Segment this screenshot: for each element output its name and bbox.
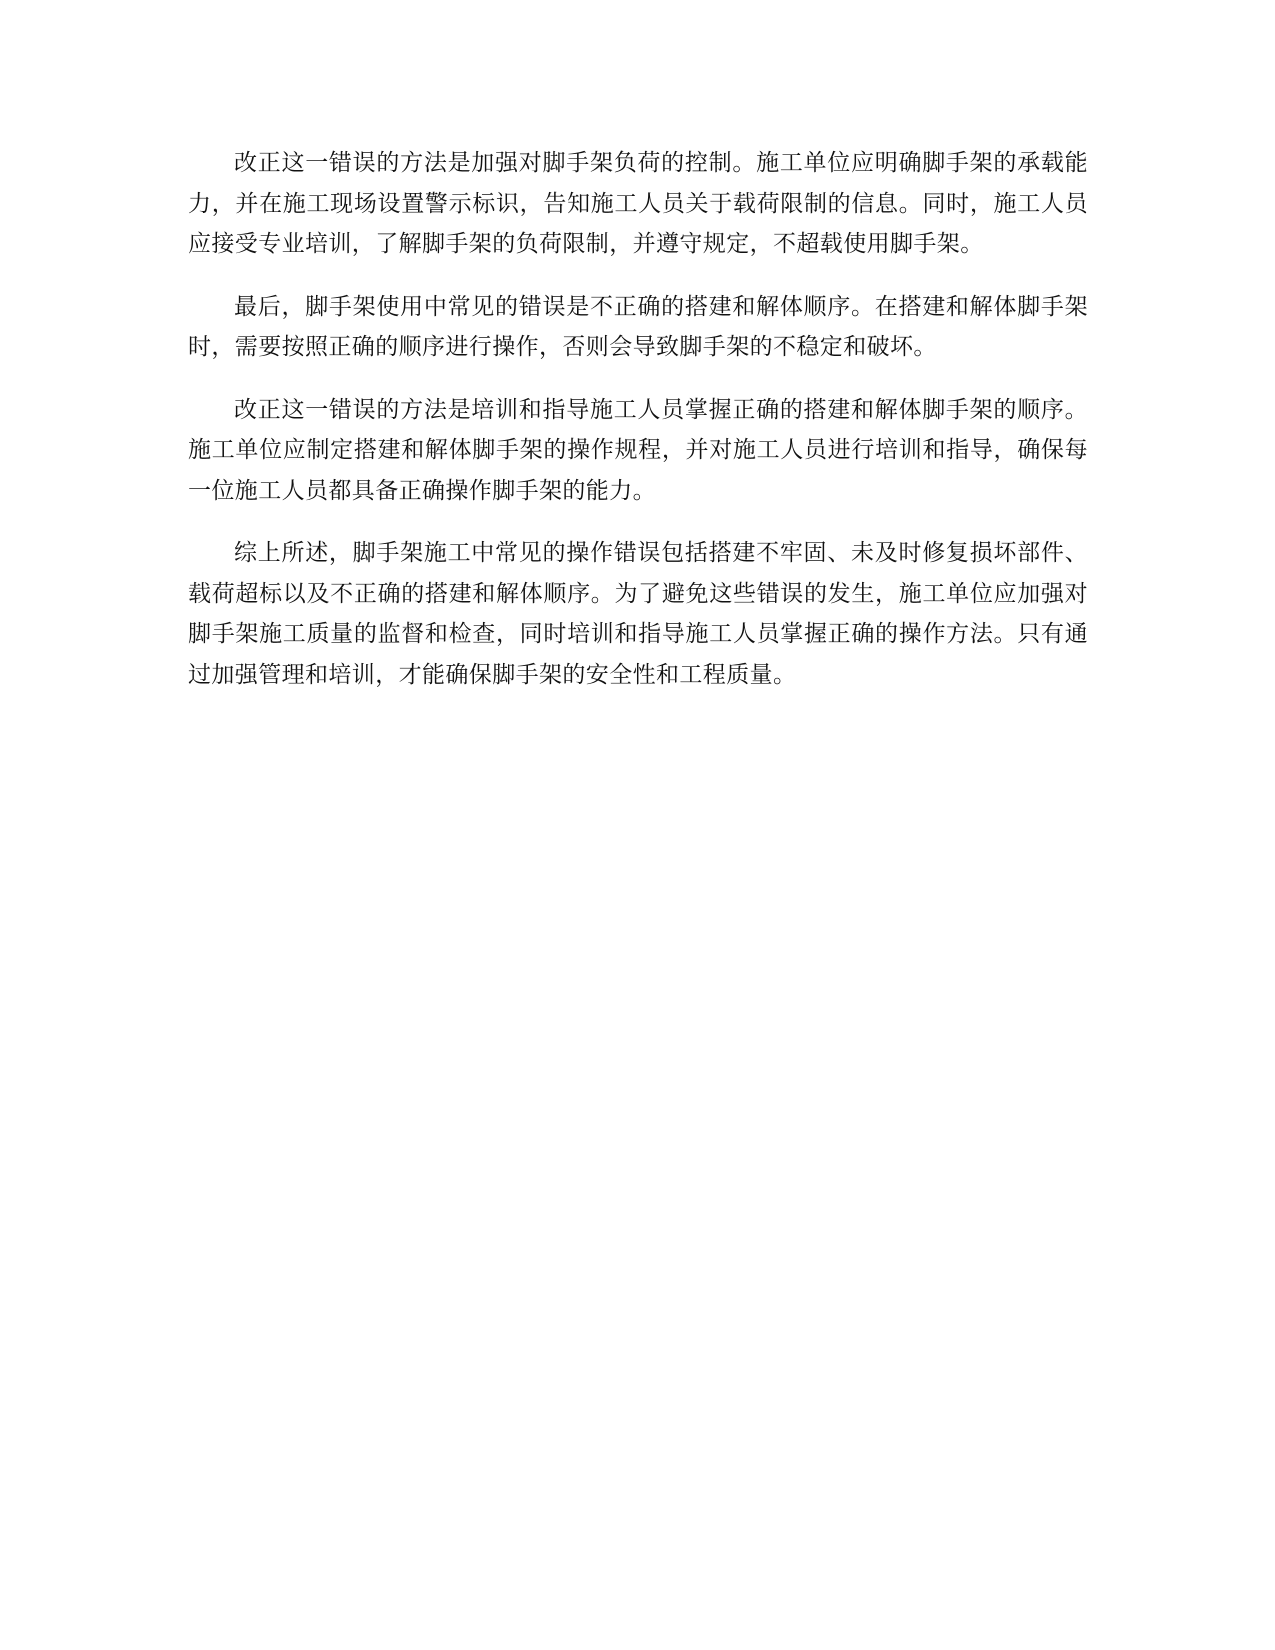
paragraph: 最后，脚手架使用中常见的错误是不正确的搭建和解体顺序。在搭建和解体脚手架时，需要按照正确的顺序进行操作，否则会导致脚手架的不稳定和破坏。 — [188, 293, 1088, 360]
document-body — [188, 143, 1088, 717]
paragraph: 改正这一错误的方法是加强对脚手架负荷的控制。施工单位应明确脚手架的承载能力，并在施工现场设置警示标识，告知施工人员关于载荷限制的信息。同时，施工人员应接受专业培训，了解脚手架的负荷限制，并遵守规定，不超载使用脚手架。 — [188, 150, 1088, 257]
paragraph: 改正这一错误的方法是培训和指导施工人员掌握正确的搭建和解体脚手架的顺序。施工单位应制定搭建和解体脚手架的操作规程，并对施工人员进行培训和指导，确保每一位施工人员都具备正确操作脚手架的能力。 — [188, 396, 1088, 504]
paragraph: 综上所述，脚手架施工中常见的操作错误包括搭建不牢固、未及时修复损坏部件、载荷超标以及不正确的搭建和解体顺序。为了避免这些错误的发生，施工单位应加强对脚手架施工质量的监督和检查，同时培训和指导施工人员掌握正确的操作方法。只有通过加强管理和培训，才能确保脚手架的安全性和工程质量。 — [188, 540, 1088, 688]
